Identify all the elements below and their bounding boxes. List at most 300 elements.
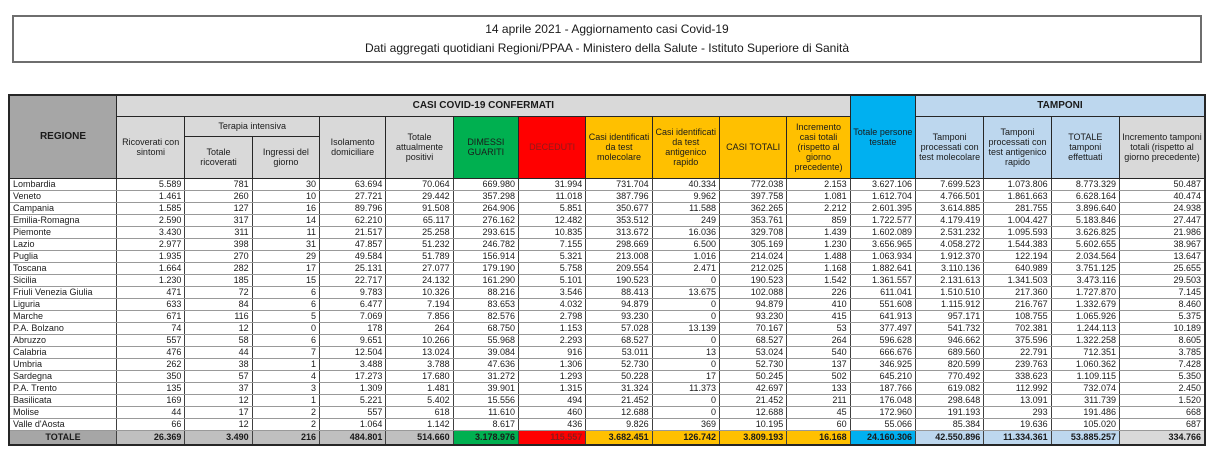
value-cell: 781	[185, 178, 252, 190]
value-cell: 633	[117, 298, 185, 310]
value-cell: 494	[518, 394, 585, 406]
value-cell: 47.857	[320, 238, 386, 250]
value-cell: 362.265	[719, 202, 786, 214]
value-cell: 1.727.870	[1051, 286, 1119, 298]
value-cell: 334.766	[1119, 430, 1205, 445]
table-row	[9, 238, 1205, 250]
value-cell: 66	[117, 418, 185, 430]
value-cell: 8.460	[1119, 298, 1205, 310]
region-name-cell: Friuli Venezia Giulia	[9, 286, 117, 298]
value-cell: 17	[252, 262, 319, 274]
value-cell: 1.065.926	[1051, 310, 1119, 322]
header-ricoverati-con-sintomi: Ricoverati con sintomi	[117, 116, 185, 178]
value-cell: 24.160.306	[850, 430, 915, 445]
header-group-casi-confermati: CASI COVID-19 CONFERMATI	[117, 95, 851, 116]
value-cell: 415	[787, 310, 850, 322]
value-cell: 156.914	[453, 250, 518, 262]
value-cell: 91.508	[386, 202, 453, 214]
value-cell: 3.546	[518, 286, 585, 298]
value-cell: 12.504	[320, 346, 386, 358]
value-cell: 3.178.976	[453, 430, 518, 445]
value-cell: 39.901	[453, 382, 518, 394]
value-cell: 30	[252, 178, 319, 190]
value-cell: 2.212	[787, 202, 850, 214]
value-cell: 179.190	[453, 262, 518, 274]
value-cell: 1.073.806	[984, 178, 1051, 190]
header-totale-attualmente-positivi: Totale attualmente positivi	[386, 116, 453, 178]
value-cell: 57	[185, 370, 252, 382]
value-cell: 264	[787, 334, 850, 346]
value-cell: 619.082	[915, 382, 983, 394]
value-cell: 15.556	[453, 394, 518, 406]
header-incremento-casi: Incremento casi totali (rispetto al giorno precedente)	[787, 116, 850, 178]
value-cell: 2.798	[518, 310, 585, 322]
value-cell: 9.783	[320, 286, 386, 298]
region-name-cell: Puglia	[9, 250, 117, 262]
value-cell: 88.216	[453, 286, 518, 298]
value-cell: 6.500	[652, 238, 719, 250]
value-cell: 133	[787, 382, 850, 394]
value-cell: 353.761	[719, 214, 786, 226]
value-cell: 7.155	[518, 238, 585, 250]
value-cell: 116	[185, 310, 252, 322]
value-cell: 1.510.510	[915, 286, 983, 298]
value-cell: 3.430	[117, 226, 185, 238]
value-cell: 21.452	[586, 394, 652, 406]
value-cell: 3.490	[185, 430, 252, 445]
value-cell: 1.064	[320, 418, 386, 430]
value-cell: 1.361.557	[850, 274, 915, 286]
value-cell: 6	[252, 298, 319, 310]
value-cell: 2.034.564	[1051, 250, 1119, 262]
value-cell: 176.048	[850, 394, 915, 406]
value-cell: 398	[185, 238, 252, 250]
value-cell: 94.879	[586, 298, 652, 310]
value-cell: 1.230	[117, 274, 185, 286]
value-cell: 0	[652, 358, 719, 370]
header-regione: REGIONE	[9, 95, 117, 178]
value-cell: 957.171	[915, 310, 983, 322]
value-cell: 25.258	[386, 226, 453, 238]
value-cell: 1.095.593	[984, 226, 1051, 238]
value-cell: 50.487	[1119, 178, 1205, 190]
value-cell: 209.554	[586, 262, 652, 274]
value-cell: 1.244.113	[1051, 322, 1119, 334]
value-cell: 1.306	[518, 358, 585, 370]
value-cell: 40.474	[1119, 190, 1205, 202]
value-cell: 1.016	[652, 250, 719, 262]
region-name-cell: Piemonte	[9, 226, 117, 238]
value-cell: 6.477	[320, 298, 386, 310]
value-cell: 72	[185, 286, 252, 298]
value-cell: 1.461	[117, 190, 185, 202]
value-cell: 313.672	[586, 226, 652, 238]
value-cell: 618	[386, 406, 453, 418]
header-totale-ricoverati: Totale ricoverati	[185, 136, 252, 178]
value-cell: 102.088	[719, 286, 786, 298]
value-cell: 31.272	[453, 370, 518, 382]
value-cell: 57.028	[586, 322, 652, 334]
region-name-cell: Abruzzo	[9, 334, 117, 346]
value-cell: 11.588	[652, 202, 719, 214]
value-cell: 377.497	[850, 322, 915, 334]
value-cell: 17.273	[320, 370, 386, 382]
region-name-cell: P.A. Bolzano	[9, 322, 117, 334]
value-cell: 211	[787, 394, 850, 406]
value-cell: 596.628	[850, 334, 915, 346]
value-cell: 1.602.089	[850, 226, 915, 238]
value-cell: 11.610	[453, 406, 518, 418]
value-cell: 191.486	[1051, 406, 1119, 418]
value-cell: 5.350	[1119, 370, 1205, 382]
value-cell: 22.791	[984, 346, 1051, 358]
value-cell: 1.081	[787, 190, 850, 202]
value-cell: 687	[1119, 418, 1205, 430]
value-cell: 557	[320, 406, 386, 418]
value-cell: 31.994	[518, 178, 585, 190]
value-cell: 55.066	[850, 418, 915, 430]
value-cell: 21.452	[719, 394, 786, 406]
value-cell: 3.488	[320, 358, 386, 370]
region-name-cell: Marche	[9, 310, 117, 322]
value-cell: 6	[252, 286, 319, 298]
table-row	[9, 346, 1205, 358]
value-cell: 3.110.136	[915, 262, 983, 274]
table-row	[9, 274, 1205, 286]
value-cell: 1.341.503	[984, 274, 1051, 286]
table-row	[9, 418, 1205, 430]
report-title-line1: 14 aprile 2021 - Aggiornamento casi Covid-19	[485, 22, 729, 36]
value-cell: 4.058.272	[915, 238, 983, 250]
value-cell: 191.193	[915, 406, 983, 418]
value-cell: 108.755	[984, 310, 1051, 322]
value-cell: 93.230	[586, 310, 652, 322]
value-cell: 8.773.329	[1051, 178, 1119, 190]
value-cell: 353.512	[586, 214, 652, 226]
value-cell: 611.041	[850, 286, 915, 298]
value-cell: 24.132	[386, 274, 453, 286]
value-cell: 282	[185, 262, 252, 274]
value-cell: 1.722.577	[850, 214, 915, 226]
region-name-cell: Valle d'Aosta	[9, 418, 117, 430]
value-cell: 1.063.934	[850, 250, 915, 262]
table-body	[9, 178, 1205, 445]
value-cell: 13	[652, 346, 719, 358]
value-cell: 9.962	[652, 190, 719, 202]
value-cell: 338.623	[984, 370, 1051, 382]
value-cell: 246.782	[453, 238, 518, 250]
value-cell: 264.906	[453, 202, 518, 214]
value-cell: 39.084	[453, 346, 518, 358]
value-cell: 5	[252, 310, 319, 322]
value-cell: 115.557	[518, 430, 585, 445]
value-cell: 94.879	[719, 298, 786, 310]
value-cell: 557	[117, 334, 185, 346]
header-casi-totali: CASI TOTALI	[719, 116, 786, 178]
value-cell: 12	[185, 322, 252, 334]
value-cell: 50.245	[719, 370, 786, 382]
value-cell: 137	[787, 358, 850, 370]
value-cell: 9.826	[586, 418, 652, 430]
value-cell: 239.763	[984, 358, 1051, 370]
value-cell: 859	[787, 214, 850, 226]
value-cell: 1.935	[117, 250, 185, 262]
value-cell: 317	[185, 214, 252, 226]
value-cell: 2	[252, 406, 319, 418]
value-cell: 63.694	[320, 178, 386, 190]
value-cell: 4.032	[518, 298, 585, 310]
header-group-tamponi: TAMPONI	[915, 95, 1205, 116]
header-totale-tamponi: TOTALE tamponi effettuati	[1051, 116, 1119, 178]
value-cell: 471	[117, 286, 185, 298]
value-cell: 58	[185, 334, 252, 346]
value-cell: 1.309	[320, 382, 386, 394]
table-row	[9, 250, 1205, 262]
value-cell: 671	[117, 310, 185, 322]
value-cell: 264	[386, 322, 453, 334]
region-name-cell: Sardegna	[9, 370, 117, 382]
value-cell: 161.290	[453, 274, 518, 286]
value-cell: 3.626.825	[1051, 226, 1119, 238]
value-cell: 13.647	[1119, 250, 1205, 262]
value-cell: 410	[787, 298, 850, 310]
value-cell: 732.074	[1051, 382, 1119, 394]
value-cell: 70.064	[386, 178, 453, 190]
value-cell: 29.442	[386, 190, 453, 202]
value-cell: 3.785	[1119, 346, 1205, 358]
value-cell: 31	[252, 238, 319, 250]
value-cell: 712.351	[1051, 346, 1119, 358]
value-cell: 53	[787, 322, 850, 334]
value-cell: 29.503	[1119, 274, 1205, 286]
value-cell: 2.977	[117, 238, 185, 250]
table-row	[9, 262, 1205, 274]
value-cell: 226	[787, 286, 850, 298]
region-name-cell: Veneto	[9, 190, 117, 202]
region-name-cell: Basilicata	[9, 394, 117, 406]
value-cell: 84	[185, 298, 252, 310]
value-cell: 27.077	[386, 262, 453, 274]
value-cell: 70.167	[719, 322, 786, 334]
report-title-box	[12, 15, 1202, 63]
value-cell: 47.636	[453, 358, 518, 370]
value-cell: 293.615	[453, 226, 518, 238]
value-cell: 4	[252, 370, 319, 382]
table-row	[9, 202, 1205, 214]
covid-data-table	[8, 94, 1206, 446]
value-cell: 1.488	[787, 250, 850, 262]
value-cell: 3.682.451	[586, 430, 652, 445]
value-cell: 0	[652, 334, 719, 346]
value-cell: 16.036	[652, 226, 719, 238]
value-cell: 262	[117, 358, 185, 370]
value-cell: 68.527	[586, 334, 652, 346]
region-name-cell: Calabria	[9, 346, 117, 358]
report-title-line2: Dati aggregati quotidiani Regioni/PPAA - Ministero della Salute - Istituto Superiore di Sanità	[364, 41, 850, 55]
value-cell: 217.360	[984, 286, 1051, 298]
value-cell: 397.758	[719, 190, 786, 202]
table-row	[9, 394, 1205, 406]
value-cell: 169	[117, 394, 185, 406]
value-cell: 1	[252, 358, 319, 370]
value-cell: 7	[252, 346, 319, 358]
header-casi-test-molecolare: Casi identificati da test molecolare	[586, 116, 652, 178]
value-cell: 305.169	[719, 238, 786, 250]
value-cell: 666.676	[850, 346, 915, 358]
value-cell: 212.025	[719, 262, 786, 274]
value-cell: 105.020	[1051, 418, 1119, 430]
value-cell: 551.608	[850, 298, 915, 310]
region-name-cell: Liguria	[9, 298, 117, 310]
value-cell: 14	[252, 214, 319, 226]
value-cell: 2.590	[117, 214, 185, 226]
value-cell: 4.179.419	[915, 214, 983, 226]
value-cell: 346.925	[850, 358, 915, 370]
value-cell: 329.708	[719, 226, 786, 238]
value-cell: 1.322.258	[1051, 334, 1119, 346]
value-cell: 74	[117, 322, 185, 334]
value-cell: 2.471	[652, 262, 719, 274]
value-cell: 13.675	[652, 286, 719, 298]
value-cell: 1.293	[518, 370, 585, 382]
value-cell: 10.266	[386, 334, 453, 346]
header-incremento-tamponi: Incremento tamponi totali (rispetto al giorno precedente)	[1119, 116, 1205, 178]
value-cell: 51.789	[386, 250, 453, 262]
value-cell: 53.885.257	[1051, 430, 1119, 445]
value-cell: 514.660	[386, 430, 453, 445]
header-dimessi-guariti: DIMESSI GUARITI	[453, 116, 518, 178]
value-cell: 16.168	[787, 430, 850, 445]
value-cell: 1.612.704	[850, 190, 915, 202]
value-cell: 172.960	[850, 406, 915, 418]
value-cell: 122.194	[984, 250, 1051, 262]
value-cell: 770.492	[915, 370, 983, 382]
value-cell: 13.091	[984, 394, 1051, 406]
value-cell: 3.751.125	[1051, 262, 1119, 274]
value-cell: 93.230	[719, 310, 786, 322]
region-name-cell: Umbria	[9, 358, 117, 370]
table-row	[9, 310, 1205, 322]
value-cell: 7.069	[320, 310, 386, 322]
table-row	[9, 298, 1205, 310]
value-cell: 13.139	[652, 322, 719, 334]
value-cell: 702.381	[984, 322, 1051, 334]
value-cell: 641.913	[850, 310, 915, 322]
value-cell: 1.882.641	[850, 262, 915, 274]
value-cell: 2.531.232	[915, 226, 983, 238]
header-deceduti: DECEDUTI	[518, 116, 585, 178]
value-cell: 52.730	[719, 358, 786, 370]
value-cell: 1	[252, 394, 319, 406]
value-cell: 52.730	[586, 358, 652, 370]
value-cell: 281.755	[984, 202, 1051, 214]
table-row	[9, 226, 1205, 238]
value-cell: 7.145	[1119, 286, 1205, 298]
value-cell: 51.232	[386, 238, 453, 250]
value-cell: 5.602.655	[1051, 238, 1119, 250]
header-tamponi-molecolare: Tamponi processati con test molecolare	[915, 116, 983, 178]
value-cell: 68.750	[453, 322, 518, 334]
value-cell: 5.758	[518, 262, 585, 274]
value-cell: 216	[252, 430, 319, 445]
value-cell: 13.024	[386, 346, 453, 358]
value-cell: 350.677	[586, 202, 652, 214]
value-cell: 460	[518, 406, 585, 418]
value-cell: 1.912.370	[915, 250, 983, 262]
value-cell: 731.704	[586, 178, 652, 190]
value-cell: 31.324	[586, 382, 652, 394]
value-cell: 127	[185, 202, 252, 214]
value-cell: 5.221	[320, 394, 386, 406]
value-cell: 1.542	[787, 274, 850, 286]
value-cell: 4.766.501	[915, 190, 983, 202]
value-cell: 29	[252, 250, 319, 262]
value-cell: 484.801	[320, 430, 386, 445]
value-cell: 9.651	[320, 334, 386, 346]
value-cell: 946.662	[915, 334, 983, 346]
header-group-terapia-intensiva: Terapia intensiva	[185, 116, 320, 136]
value-cell: 2.450	[1119, 382, 1205, 394]
value-cell: 1.544.383	[984, 238, 1051, 250]
value-cell: 6.628.164	[1051, 190, 1119, 202]
value-cell: 216.767	[984, 298, 1051, 310]
table-row	[9, 382, 1205, 394]
value-cell: 27.721	[320, 190, 386, 202]
region-name-cell: Toscana	[9, 262, 117, 274]
value-cell: 17	[652, 370, 719, 382]
value-cell: 55.968	[453, 334, 518, 346]
header-ingressi-del-giorno: Ingressi del giorno	[252, 136, 319, 178]
value-cell: 2	[252, 418, 319, 430]
value-cell: 11.373	[652, 382, 719, 394]
value-cell: 1.439	[787, 226, 850, 238]
value-cell: 3.473.116	[1051, 274, 1119, 286]
value-cell: 50.228	[586, 370, 652, 382]
value-cell: 260	[185, 190, 252, 202]
table-row	[9, 406, 1205, 418]
region-name-cell: Lombardia	[9, 178, 117, 190]
value-cell: 3.896.640	[1051, 202, 1119, 214]
value-cell: 375.596	[984, 334, 1051, 346]
value-cell: 3.614.885	[915, 202, 983, 214]
value-cell: 135	[117, 382, 185, 394]
value-cell: 311.739	[1051, 394, 1119, 406]
value-cell: 11.018	[518, 190, 585, 202]
value-cell: 1.142	[386, 418, 453, 430]
value-cell: 1.168	[787, 262, 850, 274]
value-cell: 5.375	[1119, 310, 1205, 322]
table-row	[9, 322, 1205, 334]
value-cell: 668	[1119, 406, 1205, 418]
table-row	[9, 190, 1205, 202]
table-row	[9, 178, 1205, 190]
value-cell: 190.523	[586, 274, 652, 286]
value-cell: 5.402	[386, 394, 453, 406]
header-isolamento-domiciliare: Isolamento domiciliare	[320, 116, 386, 178]
value-cell: 270	[185, 250, 252, 262]
value-cell: 916	[518, 346, 585, 358]
value-cell: 1.861.663	[984, 190, 1051, 202]
value-cell: 357.298	[453, 190, 518, 202]
value-cell: 10	[252, 190, 319, 202]
value-cell: 772.038	[719, 178, 786, 190]
value-cell: 1.332.679	[1051, 298, 1119, 310]
region-name-cell: Molise	[9, 406, 117, 418]
value-cell: 12.482	[518, 214, 585, 226]
value-cell: 1.230	[787, 238, 850, 250]
value-cell: 89.796	[320, 202, 386, 214]
value-cell: 10.189	[1119, 322, 1205, 334]
